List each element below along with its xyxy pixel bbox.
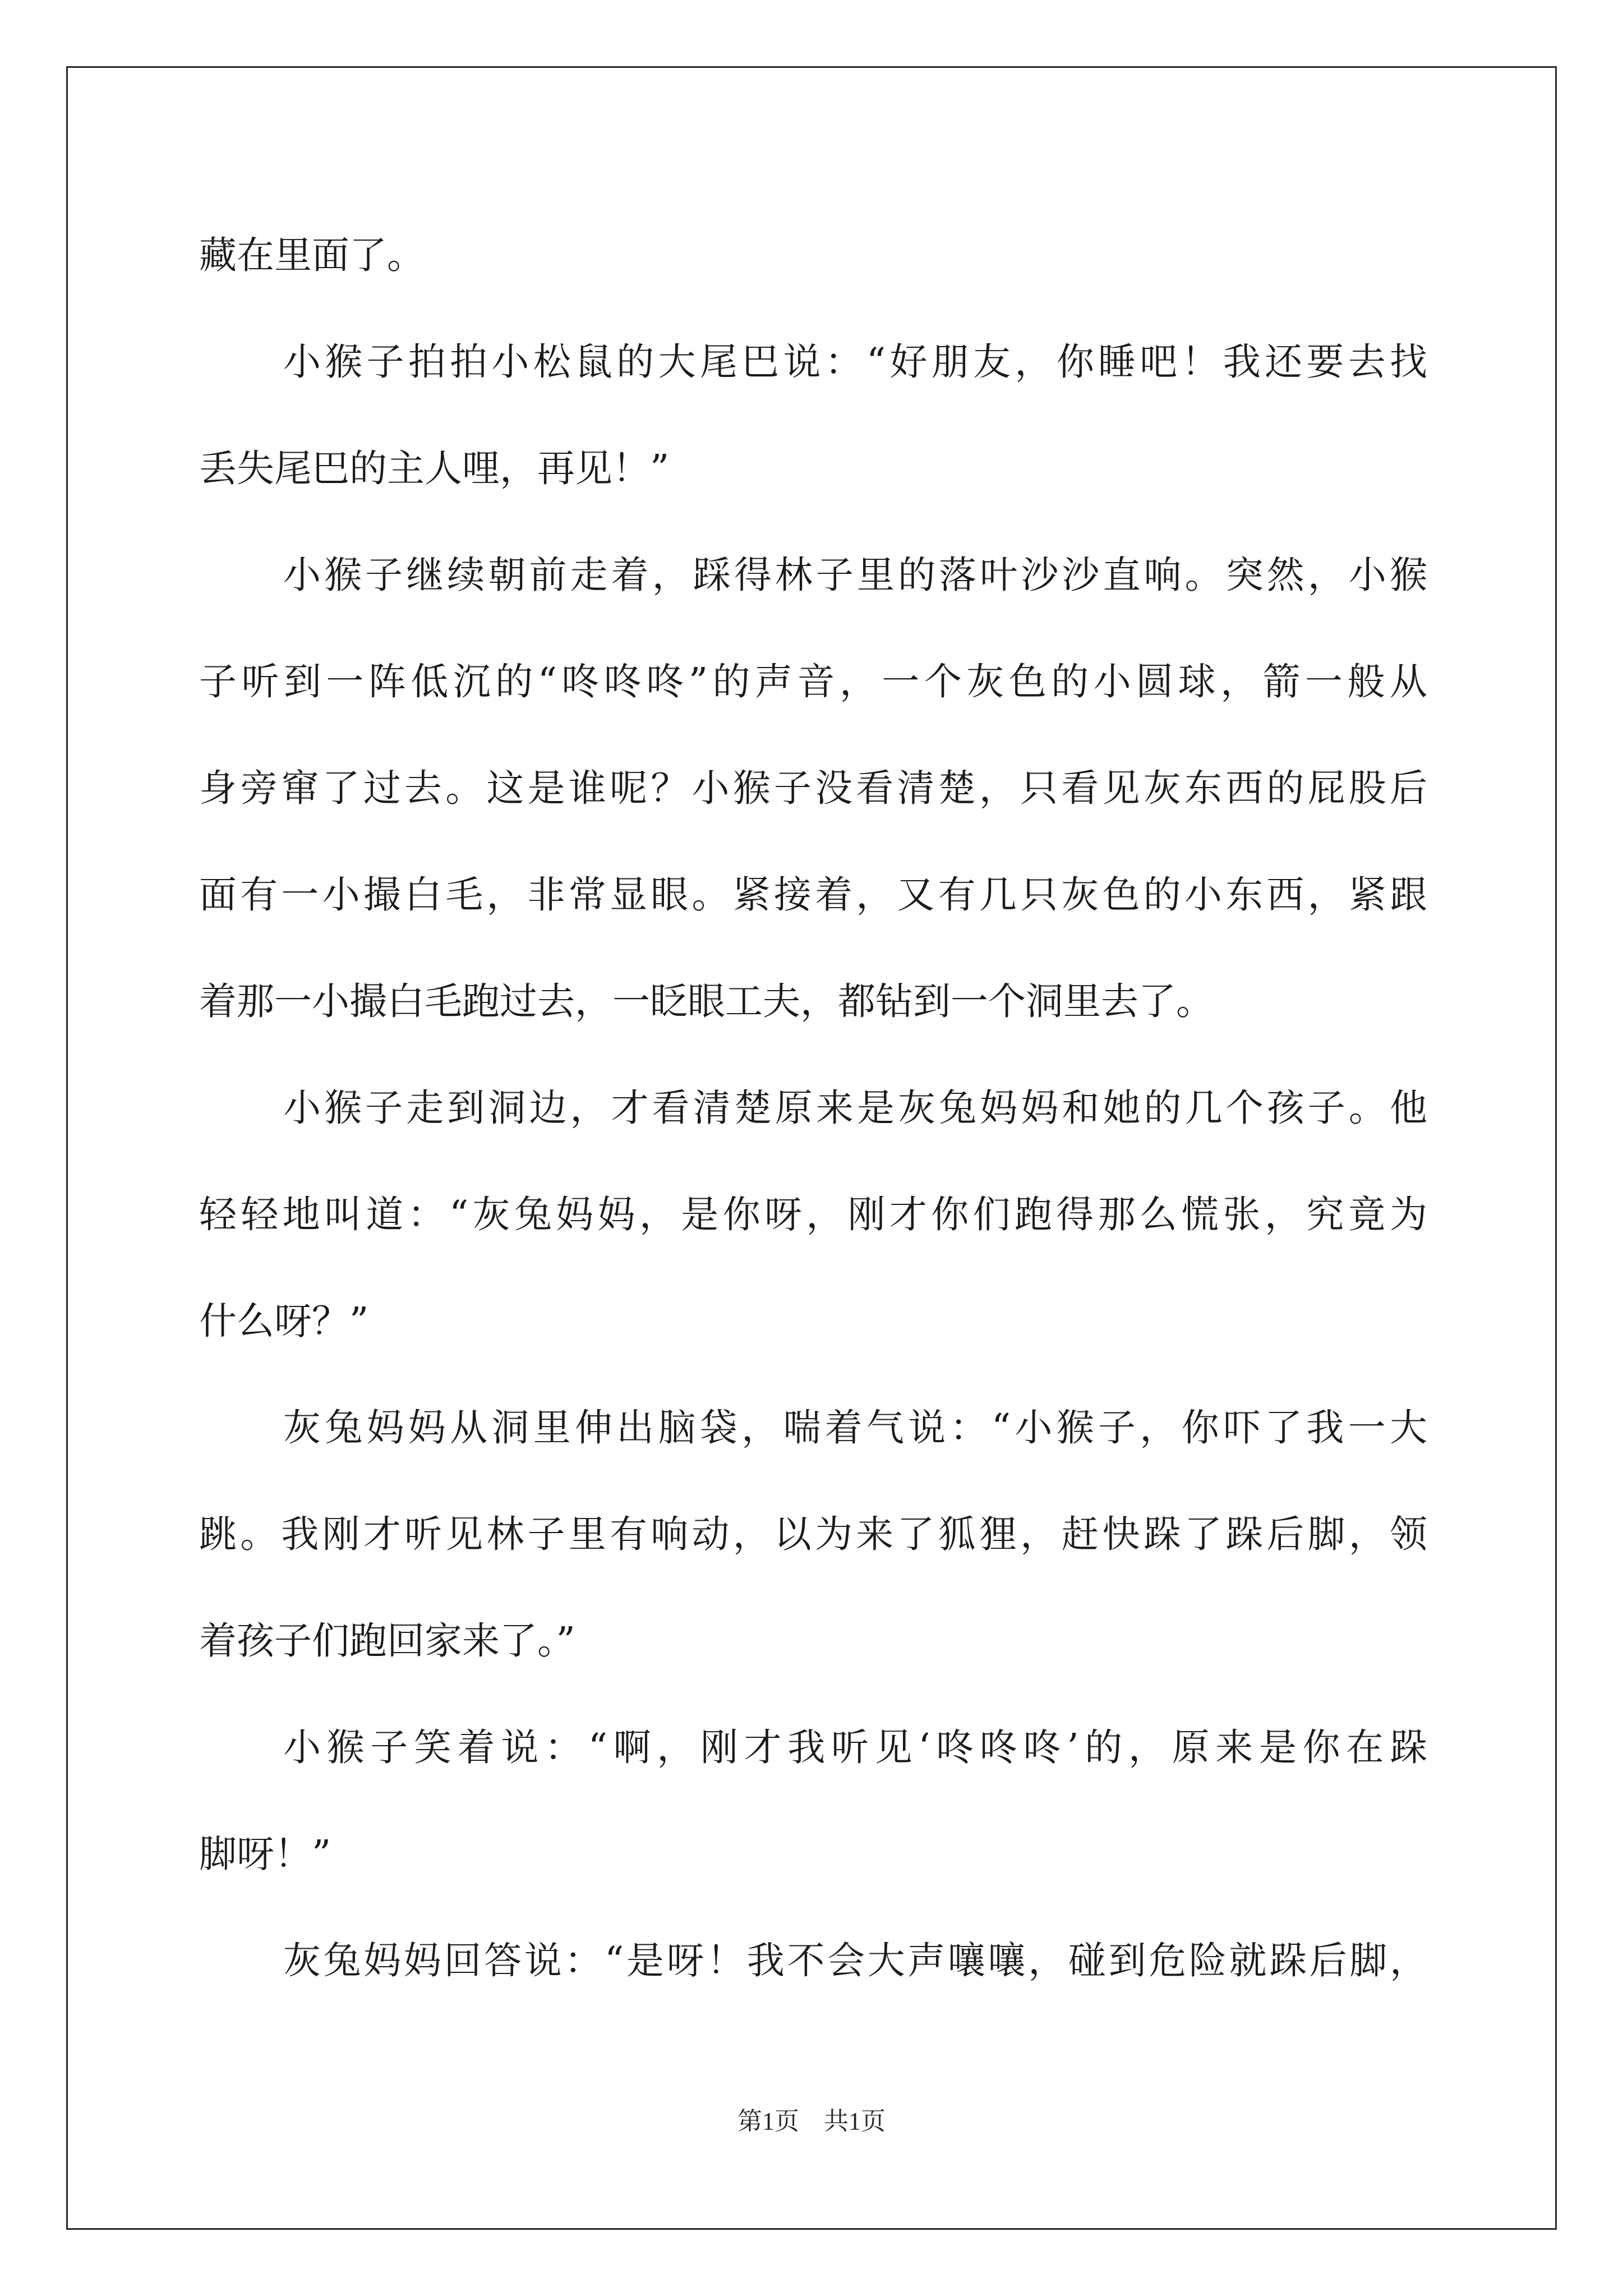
text-line: 脚呀！” [199, 1832, 331, 1876]
text-line: 藏在里面了。 [199, 233, 425, 277]
text-line: 跳。我刚才听见林子里有响动，以为来了狐狸，赶快跺了跺后脚，领 [199, 1512, 1427, 1556]
text-line: 什么呀？” [199, 1299, 369, 1343]
text-line: 轻轻地叫道：“灰兔妈妈，是你呀，刚才你们跑得那么慌张，究竟为 [199, 1193, 1427, 1236]
text-line: 小猴子笑着说：“啊，刚才我听见‘咚咚咚’的，原来是你在跺 [283, 1726, 1427, 1769]
text-line: 小猴子继续朝前走着，踩得林子里的落叶沙沙直响。突然，小猴 [283, 553, 1427, 597]
text-line: 灰兔妈妈从洞里伸出脑袋，喘着气说：“小猴子，你吓了我一大 [283, 1406, 1427, 1450]
text-line: 子听到一阵低沉的“咚咚咚”的声音，一个灰色的小圆球，箭一般从 [199, 660, 1427, 703]
text-line: 小猴子拍拍小松鼠的大尾巴说：“好朋友，你睡吧！我还要去找 [283, 340, 1427, 384]
text-line: 着孩子们跑回家来了。” [199, 1619, 575, 1663]
text-line: 小猴子走到洞边，才看清楚原来是灰兔妈妈和她的几个孩子。他 [283, 1086, 1427, 1130]
document-body [199, 202, 1427, 2014]
page-footer: 第1页 共1页 [737, 2108, 886, 2135]
text-line: 身旁窜了过去。这是谁呢？小猴子没看清楚，只看见灰东西的屁股后 [199, 766, 1427, 810]
text-line: 丢失尾巴的主人哩，再见！” [199, 447, 670, 490]
text-line: 着那一小撮白毛跑过去，一眨眼工夫，都钻到一个洞里去了。 [199, 979, 1214, 1023]
text-line: 灰兔妈妈回答说：“是呀！我不会大声嚷嚷，碰到危险就跺后脚， [283, 1939, 1427, 1982]
text-line: 面有一小撮白毛，非常显眼。紧接着，又有几只灰色的小东西，紧跟 [199, 873, 1427, 917]
